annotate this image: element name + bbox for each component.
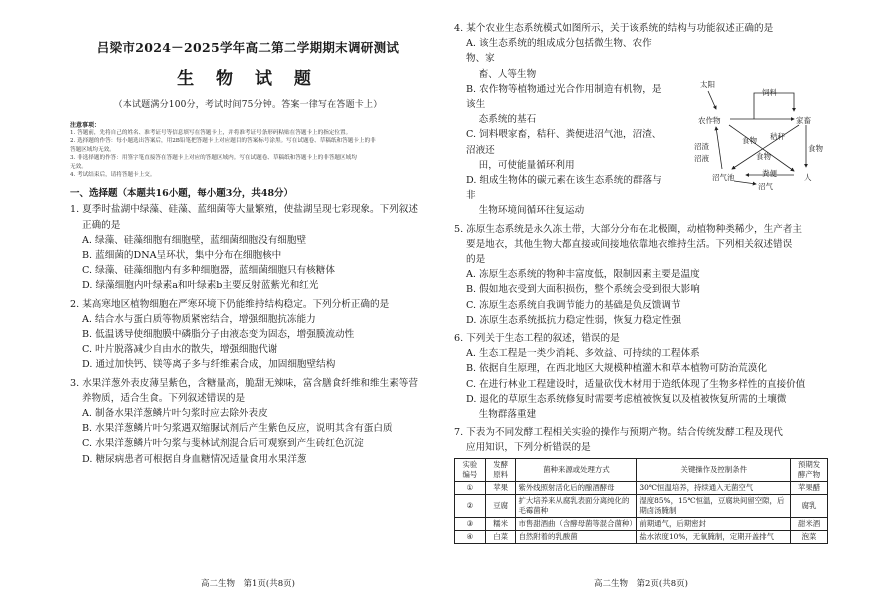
question-stem: 养物质，适合生食。下列叙述错误的是 [82,392,246,404]
notice-line: 3. 非选择题的作答：用签字笔直接答在答题卡上对应的答题区域内。写在试题卷、草稿纸和答题卡上的非答题区域均 [70,155,357,162]
table-cell: ③ [455,517,486,530]
col-header: 预期发 酵产物 [791,458,828,481]
option-a: A. 生态工程是一类少消耗、多效益、可持续的工程体系 [466,348,700,360]
page-footer: 高二生物 第1页(共8页) [201,579,295,589]
table-cell: 盐水浓度10%，无氧腌制，定期开盖排气 [637,530,791,543]
ecosystem-diagram [694,71,824,189]
label-residue: 沼渣 [694,142,709,151]
col-header: 实验 编号 [455,458,486,481]
question-stem: 的是 [466,254,486,266]
option-d: D. 组成生物体的碳元素在该生态系统的群落与非 [466,175,662,202]
table-cell: 泡菜 [791,530,828,543]
option-a-cont: 畜、人等生物 [466,68,537,80]
table-cell: 市售甜酒曲（含酵母菌等混合菌种） [516,517,637,530]
option-d-cont: 生物群落重建 [466,409,537,421]
option-b: B. 假如地衣受到大面积损伤，整个系统会受到很大影响 [466,284,700,296]
question-stem: 7. 下表为不同发酵工程相关实验的操作与预期产物。结合传统发酵工程及现代 [454,427,783,439]
option-c: C. 冻原生态系统自我调节能力的基础是负反馈调节 [466,299,681,311]
option-d: D. 糖尿病患者可根据自身血糖情况适量食用水果洋葱 [82,453,307,465]
option-b: B. 低温诱导使细胞膜中磷脂分子由液态变为固态，增强膜流动性 [82,329,355,341]
option-b: B. 水果洋葱鳞片叶匀浆遇双缩脲试剂后产生紫色反应，说明其含有蛋白质 [82,423,393,435]
question-stem: 3. 水果洋葱外表皮薄呈紫色，含糖量高，脆甜无辣味，富含膳食纤维和维生素等营 [70,377,418,389]
question-stem: 应用知识，下列分析错误的是 [466,442,591,454]
label-straw: 秸秆 [770,132,785,141]
question-stem: 5. 冻原生态系统是永久冻土带，大部分分布在北极圈，动植物种类稀少，生产者主 [454,223,802,235]
notice-line: 2. 选择题的作答：每小题选出答案后，用2B铅笔把答题卡上对应题目的答案标号涂黑。写在试题卷、草稿纸和答题卡上的非 [70,138,376,145]
table-cell: ② [455,494,486,517]
label-manure: 粪便 [762,169,777,178]
notice-line: 答题区域均无效。 [70,146,115,153]
exam-title: 吕梁市2024－2025学年高二第二学期期末调研测试 [96,40,400,55]
table-row [455,494,828,517]
label-food-left: 食物 [756,152,771,161]
table-cell: 苹果 [485,481,516,494]
table-cell: 豆腐 [485,494,516,517]
page-footer: 高二生物 第2页(共8页) [594,579,688,589]
table-cell: 甜米酒 [791,517,828,530]
col-header: 发酵 原料 [485,458,516,481]
table-row [455,481,828,494]
option-b-cont: 态系统的基石 [466,114,537,126]
question-stem: 6. 下列关于生态工程的叙述，错误的是 [454,333,620,345]
table-cell: 湿度85%，15℃恒温，豆腐块间留空隙，后期卤汤腌制 [637,494,791,517]
node-livestock: 家畜 [796,116,811,125]
label-food-right: 食物 [808,144,823,153]
label-feed: 饲料 [762,88,777,97]
option-a: A. 冻原生态系统的物种丰富度低，限制因素主要是温度 [466,269,700,281]
notice-line: 4. 考试结束后，请将答题卡上交。 [70,172,156,179]
node-biogas-pool: 沼气池 [712,173,735,182]
exam-note: （本试题满分100分，考试时间75分钟。答案一律写在答题卡上） [113,100,383,110]
question-3 [70,376,426,467]
table-cell: 自然附着的乳酸菌 [516,530,637,543]
option-d: D. 绿藻细胞内叶绿素a和叶绿素b主要反射蓝紫光和红光 [82,280,319,292]
question-4 [454,21,828,219]
col-header: 关键操作及控制条件 [637,458,791,481]
notice-heading: 注意事项： [70,122,101,129]
right-page [440,0,870,595]
option-c: C. 绿藻、硅藻细胞内有多种细胞器，蓝细菌细胞只有核糖体 [82,265,335,277]
col-header: 菌种来源或处理方式 [516,458,637,481]
notice-line: 无效。 [70,163,87,170]
node-crop: 农作物 [698,116,721,125]
question-stem: 4. 某个农业生态系统模式如图所示，关于该系统的结构与功能叙述正确的是 [454,23,774,34]
subject-title: 生 物 试 题 [177,69,319,89]
option-b: B. 依据自生原理，在西北地区大规模种植灌木和草本植物可防治荒漠化 [466,363,767,375]
option-d: D. 通过加快钙、镁等离子多与纤维素合成，加固细胞壁结构 [82,359,336,371]
question-stem: 2. 某高寒地区植物细胞在严寒环境下仍能维持结构稳定。下列分析正确的是 [70,298,390,310]
option-a: A. 绿藻、硅藻细胞有细胞壁，蓝细菌细胞没有细胞壁 [82,234,307,246]
table-cell: 前期通气，后期密封 [637,517,791,530]
label-slurry: 沼液 [694,154,709,163]
table-cell: 白菜 [485,530,516,543]
question-stem: 1. 夏季时盐湖中绿藻、硅藻、蓝细菌等大量繁殖，使盐湖呈现七彩现象。下列叙述 [70,204,418,216]
table-cell: 腐乳 [791,494,828,517]
option-a: A. 制备水果洋葱鳞片叶匀浆时应去除外表皮 [82,408,268,420]
option-d: D. 冻原生态系统抵抗力稳定性弱，恢复力稳定性强 [466,314,681,326]
table-cell: 扩大培养来从腐乳表面分离纯化的毛霉菌种 [516,494,637,517]
table-row [455,517,828,530]
option-c: C. 水果洋葱鳞片叶匀浆与斐林试剂混合后可观察到产生砖红色沉淀 [82,438,364,450]
option-b: B. 蓝细菌的DNA呈环状，集中分布在细胞核中 [82,250,282,262]
option-c-cont: 田，可使能量循环利用 [466,159,575,171]
option-c: C. 叶片脱落减少自由水的散失，增强细胞代谢 [82,344,278,356]
question-stem: 要是地衣，其他生物大都直接或间接地依靠地衣维持生活。下列相关叙述错误 [466,238,793,250]
fermentation-table [454,458,828,544]
question-1 [70,202,426,293]
question-2 [70,297,426,373]
table-cell: ④ [455,530,486,543]
question-6 [454,331,828,422]
option-d-cont: 生物环境间循环往复运动 [466,205,585,217]
question-5 [454,222,828,328]
label-biogas: 沼气 [758,182,773,191]
label-food: 食物 [742,136,757,145]
question-stem: 正确的是 [82,219,121,231]
option-c: C. 在进行林业工程建设时，适量砍伐木材用于造纸体现了生物多样性的直接价值 [466,378,806,390]
table-cell: 紫外线照射活化后的酿酒酵母 [516,481,637,494]
option-a: A. 该生态系统的组成成分包括微生物、农作物、家 [466,38,652,65]
option-c: C. 饲料喂家畜，秸秆、粪便进沼气池，沼渣、沼液还 [466,129,662,156]
table-cell: 苹果醋 [791,481,828,494]
table-header-row [455,458,828,481]
node-human: 人 [804,173,812,182]
node-sun: 太阳 [700,80,715,89]
table-cell: 糯米 [485,517,516,530]
table-cell: ① [455,481,486,494]
table-row [455,530,828,543]
section-heading: 一、选择题（本题共16小题，每小题3分，共48分） [70,188,294,200]
option-b: B. 农作物等植物通过光合作用制造有机物，是该生 [466,83,662,111]
option-d: D. 退化的草原生态系统修复时需要考虑植被恢复以及植被恢复所需的土壤微 [466,393,787,405]
question-7 [454,425,828,543]
notice-line: 1. 答题前，先将自己的姓名、准考证号等信息填写在答题卡上，并将准考证号条形码粘贴在答题卡上的指定位置。 [70,130,352,136]
option-a: A. 结合水与蛋白质等物质紧密结合，增强细胞抗冻能力 [82,313,316,325]
table-cell: 30℃恒温培养，持续通入无菌空气 [637,481,791,494]
